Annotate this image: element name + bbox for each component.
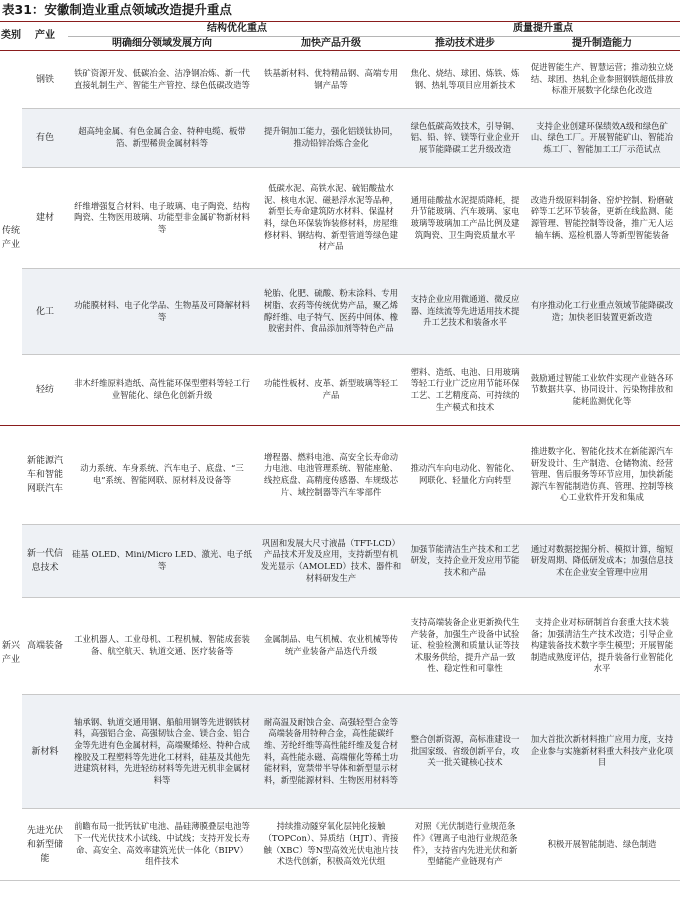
- header-capability: 提升制造能力: [524, 37, 680, 51]
- direction-cell: 纤维增强复合材料、电子玻璃、电子陶瓷、结构陶瓷、生物医用玻璃、功能型非金属矿物新材料等: [68, 168, 256, 269]
- tech-cell: 支持高端装备企业更新换代生产装备，加强生产设备中试验证、检验检测和质量认证等技术服务供给，提升产品一致性、稳定性和可靠性: [406, 598, 524, 695]
- capability-cell: 支持企业创建环保绩效A级和绿色矿山、绿色工厂。开展智能矿山、智能冶炼工厂、智能加工工厂示范试点: [524, 109, 680, 168]
- tech-cell: 推动汽车向电动化、智能化、网联化、轻量化方向转型: [406, 426, 524, 525]
- tech-cell: 塑料、造纸、电池、日用玻璃等轻工行业广泛应用节能环保工艺、工艺精度高、可持续的生产模式和技术: [406, 355, 524, 426]
- tech-cell: 支持企业应用微通道、微反应器、连续流等先进适用技术提升工艺技术和装备水平: [406, 269, 524, 355]
- header-upgrade: 加快产品升级: [256, 37, 406, 51]
- capability-cell: 鼓励通过智能工业软件实现产业链各环节数据共享、协同设计、污染物排放和能耗监测优化等: [524, 355, 680, 426]
- upgrade-cell: 持续推动隧穿氧化层钝化接触（TOPCon）、异质结（HJT）、背接触（XBC）等N型高效光伏电池片技术迭代创新，积极高效光伏组: [256, 809, 406, 881]
- direction-cell: 工业机器人、工业母机、工程机械、智能成套装备、航空航天、轨道交通、医疗装备等: [68, 598, 256, 695]
- direction-cell: 前瞻布局一批钙钛矿电池、晶硅薄膜叠层电池等下一代光伏技术小试线、中试线；支持开发长寿命、高安全、高效率建筑光伏一体化（BIPV）组件技术: [68, 809, 256, 881]
- table-row: [0, 269, 680, 355]
- upgrade-cell: 金属制品、电气机械、农业机械等传统产业装备产品迭代升级: [256, 598, 406, 695]
- header-category: 类别: [0, 22, 22, 51]
- direction-cell: 非木纤维原料造纸、高性能环保型塑料等轻工行业智能化、绿色化创新升级: [68, 355, 256, 426]
- direction-cell: 轴承钢、轨道交通用钢、船舶用钢等先进钢铁材料，高强铝合金、高强韧钛合金、镁合金、铝合金等先进有色金属材料，高端聚烯烃、特种合成橡胶及工程塑料等先进化工材料，硅基及其他先进建筑材料，先进轻纺材料等先进无机非金属材料等: [68, 695, 256, 809]
- table-row: [0, 598, 680, 695]
- table-row: [0, 695, 680, 809]
- industry-cell: 建材: [22, 168, 68, 269]
- table-row: [0, 426, 680, 525]
- capability-cell: 有序推动化工行业重点领域节能降碳改造；加快老旧装置更新改造: [524, 269, 680, 355]
- upgrade-cell: 巩固和发展大尺寸液晶（TFT-LCD）产品技术开发及应用，支持新型有机发光显示（AMOLED）技术、器件和材料研发生产: [256, 525, 406, 598]
- header-direction: 明确细分领域发展方向: [68, 37, 256, 51]
- tech-cell: 焦化、烧结、球团、炼铁、炼钢、热轧等项目应用新技术: [406, 51, 524, 109]
- tech-cell: 绿色低碳高效技术，引导铜、铝、铅、锌、镁等行业企业开展节能降碳工艺升级改造: [406, 109, 524, 168]
- capability-cell: 推进数字化、智能化技术在新能源汽车研发设计、生产制造、仓储物流、经营管理、售后服务等环节应用，加快新能源汽车智能制造仿真、管理、控制等核心工业软件开发和集成: [524, 426, 680, 525]
- upgrade-cell: 增程器、燃料电池、高安全长寿命动力电池、电池管理系统、智能座舱、线控底盘、高精度传感器、车规级芯片、域控制器等汽车零部件: [256, 426, 406, 525]
- header-industry: 产业: [22, 22, 68, 51]
- capability-cell: 改造升级原料制备、窑炉控制、粉磨破碎等工艺环节装备，更新在线监测、能源管理、智能控制等设备，推广无人运输车辆、巡检机器人等新型智能装备: [524, 168, 680, 269]
- table-title: 表31：安徽制造业重点领域改造提升重点: [2, 2, 232, 17]
- upgrade-cell: 轮胎、化肥、硫酸、粉末涂料、专用树脂、农药等传统优势产品，聚乙烯醇纤维、电子特气、医药中间体、橡胶密封件、食品添加剂等特色产品: [256, 269, 406, 355]
- table-container: [0, 21, 680, 901]
- upgrade-cell: 低碳水泥、高铁水泥、硫铝酸盐水泥、核电水泥、磁悬浮水泥等品种，新型长寿命建筑防水材料、保温材料，绿色环保装饰装修材料，房屋维修材料、钢结构、新型管道等绿色建材产品: [256, 168, 406, 269]
- tech-cell: 通用硅酸盐水泥提质降耗，提升节能玻璃、汽车玻璃、家电玻璃等玻璃加工产品比例及建筑陶瓷、卫生陶瓷质量水平: [406, 168, 524, 269]
- capability-cell: 加大首批次新材料推广应用力度，支持企业参与实施新材料重大科技产业化项目: [524, 695, 680, 809]
- category-cell: 新兴产业: [0, 426, 22, 881]
- upgrade-cell: 提升铜加工能力，强化铝镁钛协同，推动铅锌冶炼合金化: [256, 109, 406, 168]
- direction-cell: 动力系统、车身系统、汽车电子、底盘、“三电”系统、智能网联、原材料及设备等: [68, 426, 256, 525]
- direction-cell: 功能膜材料、电子化学品、生物基及可降解材料等: [68, 269, 256, 355]
- industry-cell: 新材料: [22, 695, 68, 809]
- tech-cell: 整合创新资源，高标准建设一批国家级、省级创新平台，攻关一批关键核心技术: [406, 695, 524, 809]
- tech-cell: 对照《光伏制造行业规范条件》《锂离子电池行业规范条件》，支持省内先进光伏和新型储能产业链现有产: [406, 809, 524, 881]
- table-row: [0, 809, 680, 881]
- table-row: [0, 355, 680, 426]
- industry-cell: 有色: [22, 109, 68, 168]
- capability-cell: 通过对数据挖掘分析、模拟计算，缩短研发周期、降低研发成本；加强信息技术在企业安全管理中应用: [524, 525, 680, 598]
- industry-cell: 化工: [22, 269, 68, 355]
- upgrade-cell: 耐高温及耐蚀合金、高强轻型合金等高端装备用特种合金，高性能碳纤维、芳纶纤维等高性能纤维及复合材料，高性能永磁、高端催化等稀土功能材料，宽禁带半导体和新型显示材料，新型能源材料、生物医用材料等: [256, 695, 406, 809]
- direction-cell: 铁矿资源开发、低碳冶金、洁净钢冶炼、新一代直接轧制生产、智能生产管控、绿色低碳改造等: [68, 51, 256, 109]
- direction-cell: 超高纯金属、有色金属合金、特种电缆、板带箔、新型稀贵金属材料等: [68, 109, 256, 168]
- industry-cell: 轻纺: [22, 355, 68, 426]
- header-structural: 结构优化重点: [68, 22, 406, 37]
- upgrade-cell: 铁基新材料、优特精品钢、高端专用钢产品等: [256, 51, 406, 109]
- industry-cell: 钢铁: [22, 51, 68, 109]
- header-quality: 质量提升重点: [406, 22, 680, 37]
- capability-cell: 促进智能生产、智慧运营；推动独立烧结、球团、热轧企业参照钢铁超低排放标准开展数字化绿色化改造: [524, 51, 680, 109]
- upgrade-cell: 功能性板材、皮革、新型玻璃等轻工产品: [256, 355, 406, 426]
- industry-cell: 先进光伏和新型储能: [22, 809, 68, 881]
- capability-cell: 积极开展智能制造、绿色制造: [524, 809, 680, 881]
- tech-cell: 加强节能清洁生产技术和工艺研发，支持企业开发应用节能技术和产品: [406, 525, 524, 598]
- capability-cell: 支持企业对标研制首台套重大技术装备；加强清洁生产技术改造；引导企业构建装备技术数字孪生模型；开展智能制造成熟度评估，提升装备行业智能化水平: [524, 598, 680, 695]
- table-row: [0, 51, 680, 109]
- industry-cell: 新能源汽车和智能网联汽车: [22, 426, 68, 525]
- industry-cell: 高端装备: [22, 598, 68, 695]
- direction-cell: 硅基 OLED、Mini/Micro LED、激光、电子纸等: [68, 525, 256, 598]
- industry-cell: 新一代信息技术: [22, 525, 68, 598]
- category-cell: 传统产业: [0, 51, 22, 426]
- data-table: [0, 22, 680, 881]
- table-row: [0, 168, 680, 269]
- table-row: [0, 109, 680, 168]
- table-row: [0, 525, 680, 598]
- header-tech: 推动技术进步: [406, 37, 524, 51]
